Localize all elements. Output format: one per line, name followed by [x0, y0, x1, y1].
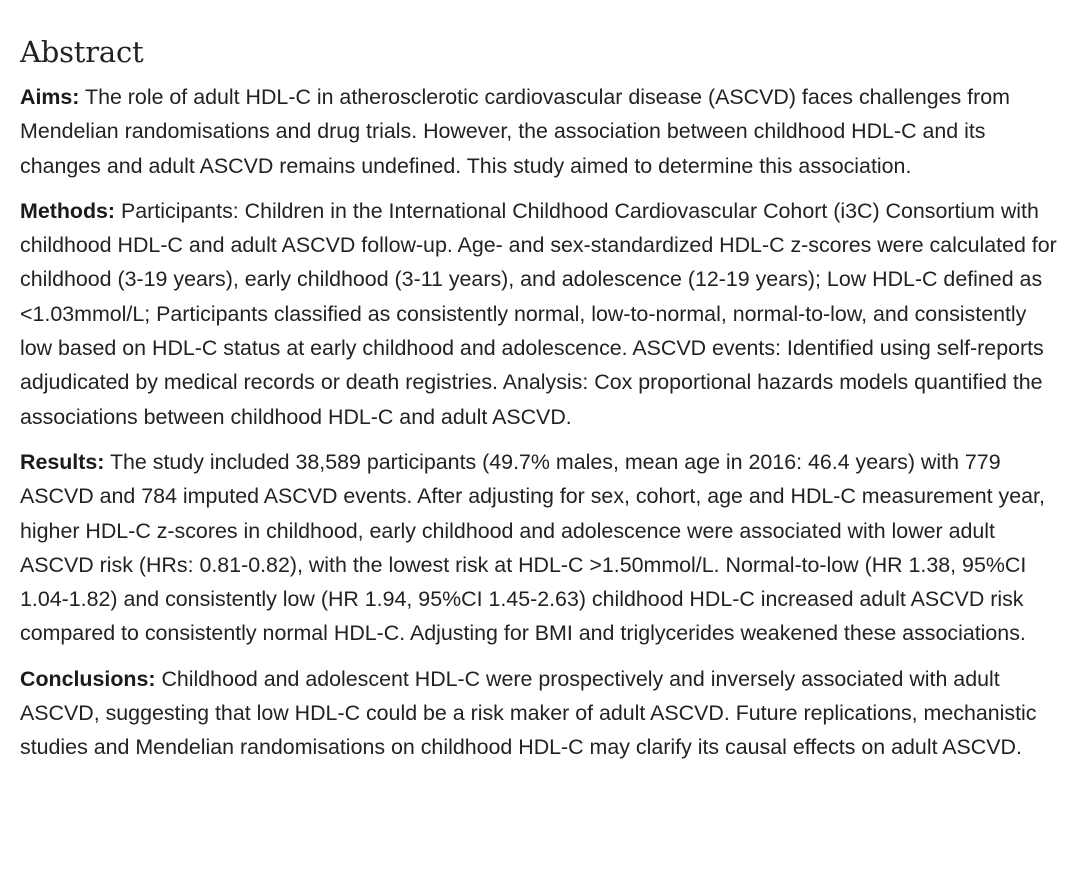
aims-label: Aims:: [20, 85, 80, 109]
abstract-section: [20, 30, 1060, 776]
conclusions-label: Conclusions:: [20, 666, 156, 691]
results-text: The study included 38,589 participants (49.7% males, mean age in 2016: 46.4 years) with 779 ASCVD and 784 imputed ASCVD events. After adjusting for sex, cohort, age and HDL-C measurement year, higher HDL-C z-scores in childhood, early childhood and adolescence were associated with lower adult ASCVD risk (HRs: 0.81-0.82), with the lowest risk at HDL-C >1.50mmol/L. Normal-to-low (HR 1.38, 95%CI 1.04-1.82) and consistently low (HR 1.94, 95%CI 1.45-2.63) childhood HDL-C increased adult ASCVD risk compared to consistently normal HDL-C. Adjusting for BMI and triglycerides weakened these associations.: [20, 449, 1045, 646]
results-paragraph: [20, 445, 1060, 651]
aims-paragraph: [20, 80, 1060, 183]
results-label: Results:: [20, 449, 105, 474]
methods-paragraph: [20, 194, 1060, 434]
methods-label: Methods:: [20, 198, 116, 223]
abstract-heading: Abstract: [20, 35, 144, 69]
aims-text: The role of adult HDL-C in atherosclerotic cardiovascular disease (ASCVD) faces challenges from Mendelian randomisations and drug trials. However, the association between childhood HDL-C and its changes and adult ASCVD remains undefined. This study aimed to determine this association.: [20, 85, 1010, 178]
methods-text: Participants: Children in the International Childhood Cardiovascular Cohort (i3C) Consortium with childhood HDL-C and adult ASCVD follow-up. Age- and sex-standardized HDL-C z-scores were calculated for childhood (3-19 years), early childhood (3-11 years), and adolescence (12-19 years); Low HDL-C defined as <1.03mmol/L; Participants classified as consistently normal, low-to-normal, normal-to-low, and consistently low based on HDL-C status at early childhood and adolescence. ASCVD events: Identified using self-reports adjudicated by medical records or death registries. Analysis: Cox proportional hazards models quantified the associations between childhood HDL-C and adult ASCVD.: [20, 198, 1057, 429]
conclusions-paragraph: [20, 662, 1060, 765]
conclusions-text: Childhood and adolescent HDL-C were prospectively and inversely associated with adult ASCVD, suggesting that low HDL-C could be a risk maker of adult ASCVD. Future replications, mechanistic studies and Mendelian randomisations on childhood HDL-C may clarify its causal effects on adult ASCVD.: [20, 666, 1037, 760]
